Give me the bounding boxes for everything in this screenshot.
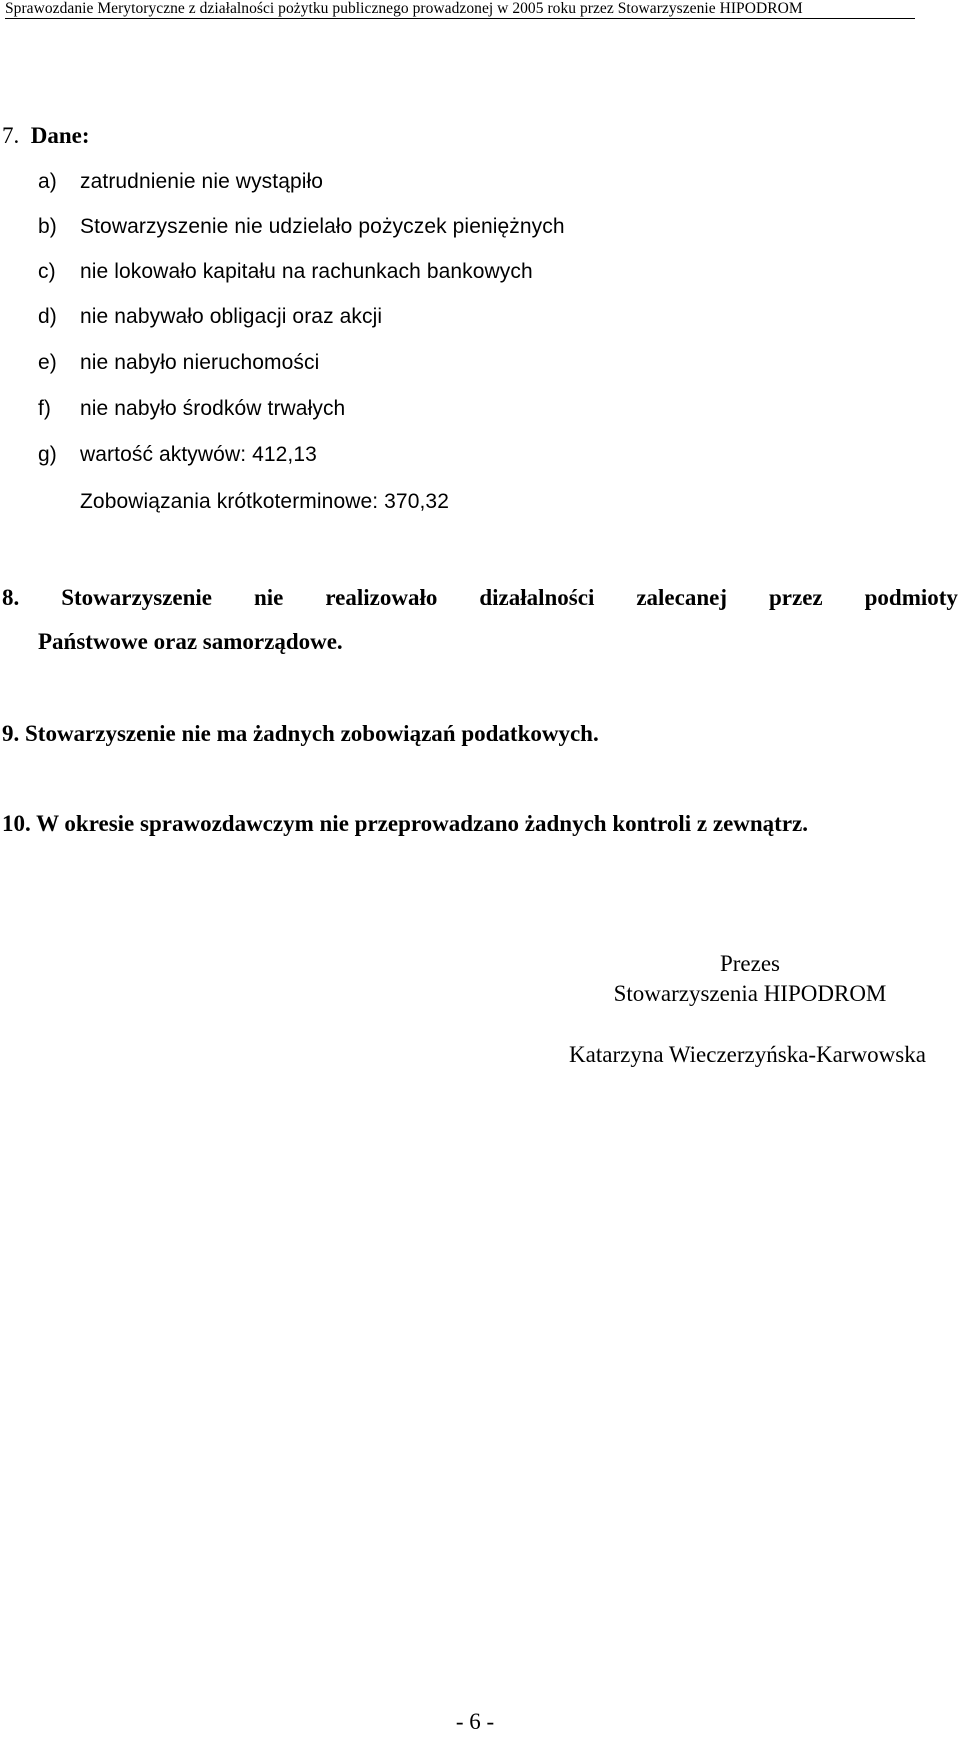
short-term-liabilities: Zobowiązania krótkoterminowe: 370,32 xyxy=(80,490,449,513)
running-header: Sprawozdanie Merytoryczne z działalności pożytku publicznego prowadzonej w 2005 roku przez Stowarzyszenie HIPODROM xyxy=(5,0,915,19)
list-item xyxy=(38,214,565,240)
section-7-number: 7. xyxy=(2,123,20,148)
section-8-word: przez xyxy=(769,585,823,610)
list-item-letter: e) xyxy=(38,351,57,374)
page-number xyxy=(0,1708,960,1736)
section-7-title: Dane: xyxy=(30,123,90,148)
section-10-text: 10. W okresie sprawozdawczym nie przeprowadzano żadnych kontroli z zewnątrz. xyxy=(2,811,809,836)
list-item-text: nie nabywało obligacji oraz akcji xyxy=(80,305,383,328)
section-8-word: nie xyxy=(253,585,284,610)
list-item-letter: c) xyxy=(38,260,56,283)
section-8-word: Stowarzyszenie xyxy=(61,585,212,610)
list-item-letter: f) xyxy=(38,397,52,420)
signature-organization: Stowarzyszenia HIPODROM xyxy=(613,981,887,1006)
signature-role: Prezes xyxy=(719,951,781,976)
section-7-heading xyxy=(2,122,90,150)
list-item-text: wartość aktywów: 412,13 xyxy=(80,443,317,466)
list-item-letter: a) xyxy=(38,170,57,193)
section-8-word: zalecanej xyxy=(636,585,728,610)
section-8-line-2: Państwowe oraz samorządowe. xyxy=(38,629,343,654)
section-9-text: 9. Stowarzyszenie nie ma żadnych zobowiązań podatkowych. xyxy=(2,721,599,746)
list-item xyxy=(38,442,317,468)
list-item-letter: g) xyxy=(38,443,57,466)
section-8-word: 8. xyxy=(2,585,20,610)
section-8-line-1 xyxy=(2,584,958,612)
section-8-word: dizałalności xyxy=(479,585,595,610)
list-item xyxy=(38,350,319,376)
list-item-text: nie nabyło środków trwałych xyxy=(80,397,346,420)
list-item xyxy=(38,259,533,285)
section-8-word: podmioty xyxy=(864,585,958,610)
list-item-text: zatrudnienie nie wystąpiło xyxy=(80,170,324,193)
list-item xyxy=(38,304,382,330)
signature-name: Katarzyna Wieczerzyńska-Karwowska xyxy=(569,1042,926,1067)
list-item-letter: b) xyxy=(38,215,57,238)
list-item-text: nie nabyło nieruchomości xyxy=(80,351,320,374)
list-item-letter: d) xyxy=(38,305,57,328)
list-item xyxy=(38,169,323,195)
list-item-text: Stowarzyszenie nie udzielało pożyczek pieniężnych xyxy=(80,215,565,238)
page-number-text: - 6 - xyxy=(455,1709,495,1734)
section-8-word: realizowało xyxy=(325,585,438,610)
list-item-text: nie lokowało kapitału na rachunkach bankowych xyxy=(80,260,533,283)
list-item xyxy=(38,396,345,422)
